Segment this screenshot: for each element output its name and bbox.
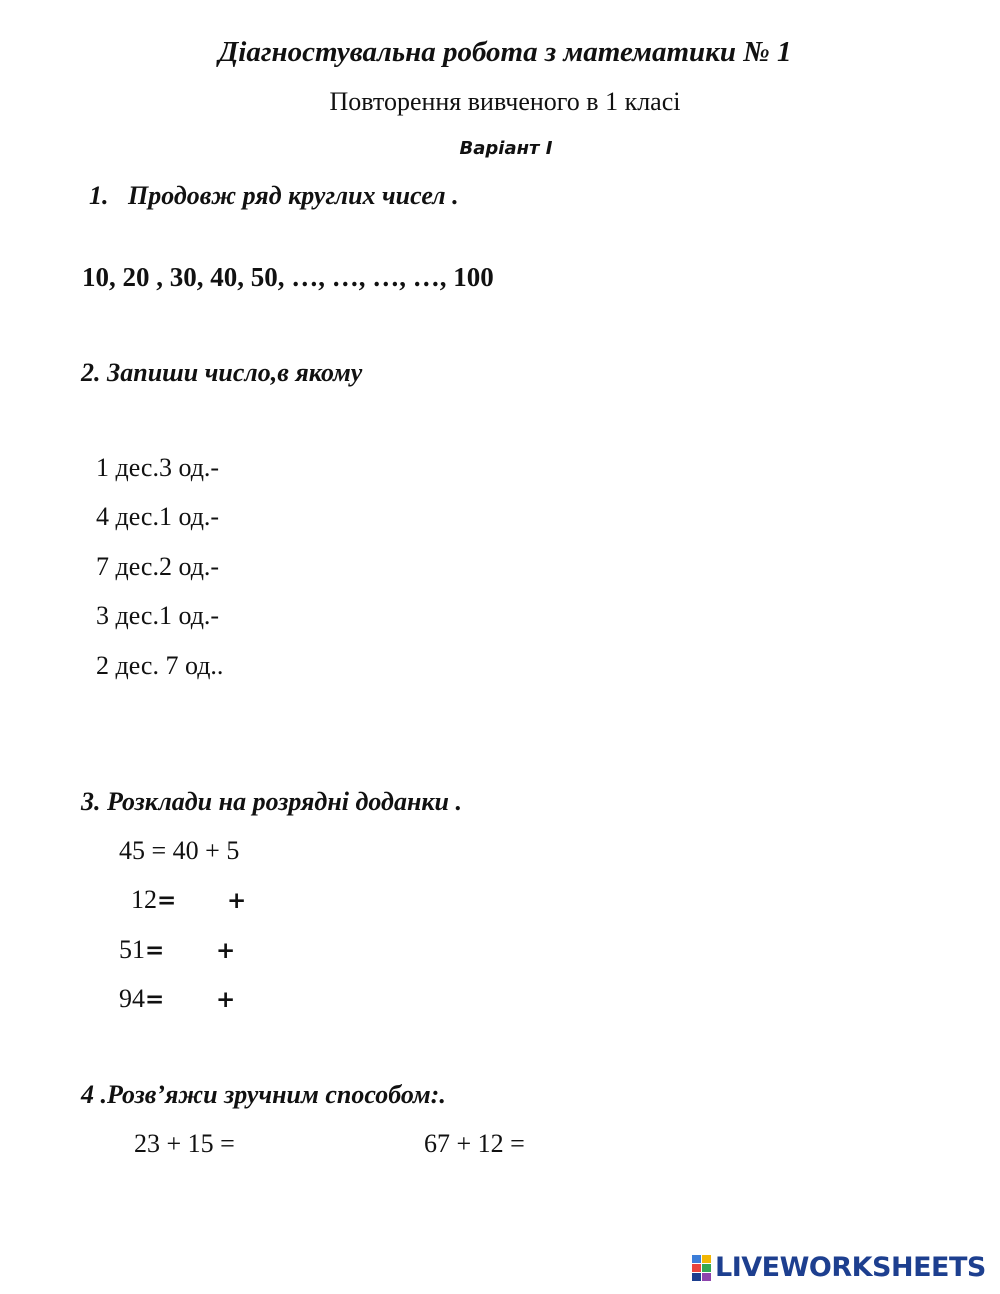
equals-sign: = bbox=[145, 938, 165, 964]
decomposition-row bbox=[131, 887, 176, 913]
tens-units-item: 7 дес.2 од.- bbox=[96, 552, 220, 581]
row-number: 51 bbox=[119, 935, 145, 964]
tens-units-item: 4 дес.1 од.- bbox=[96, 502, 220, 531]
task2-heading: 2. Запиши число,в якому bbox=[81, 358, 363, 387]
logo-tile bbox=[692, 1264, 701, 1272]
logo-grid-icon bbox=[692, 1255, 711, 1281]
tens-units-item: 3 дес.1 од.- bbox=[96, 601, 220, 630]
decomposition-row bbox=[119, 986, 164, 1012]
logo-tile bbox=[702, 1273, 711, 1281]
equals-sign: = bbox=[157, 888, 177, 914]
tens-units-item: 1 дес.3 од.- bbox=[96, 453, 220, 482]
logo-tile bbox=[692, 1255, 701, 1263]
logo-tile bbox=[692, 1273, 701, 1281]
expression-2: 67 + 12 = bbox=[424, 1129, 525, 1158]
page-subtitle: Повторення вивченого в 1 класі bbox=[329, 87, 681, 116]
decomposition-row bbox=[119, 937, 164, 963]
row-number: 12 bbox=[131, 885, 157, 914]
task4-heading: 4 .Розв’яжи зручним способом:. bbox=[81, 1080, 446, 1109]
task3-heading: 3. Розклади на розрядні доданки . bbox=[81, 787, 463, 816]
variant-label: Варіант І bbox=[459, 138, 553, 159]
logo-text: LIVEWORKSHEETS bbox=[715, 1252, 986, 1283]
tens-units-item: 2 дес. 7 од.. bbox=[96, 651, 224, 680]
expression-1: 23 + 15 = bbox=[134, 1129, 235, 1158]
plus-sign: + bbox=[216, 987, 236, 1013]
page-title: Діагностувальна робота з математики № 1 bbox=[218, 36, 792, 68]
logo-tile bbox=[702, 1264, 711, 1272]
equals-sign: = bbox=[145, 987, 165, 1013]
number-sequence: 10, 20 , 30, 40, 50, …, …, …, …, 100 bbox=[82, 262, 494, 292]
logo-tile bbox=[702, 1255, 711, 1263]
decomposition-example: 45 = 40 + 5 bbox=[119, 836, 240, 865]
task1-heading: Продовж ряд круглих чисел . bbox=[128, 181, 459, 210]
plus-sign: + bbox=[216, 938, 236, 964]
row-number: 94 bbox=[119, 984, 145, 1013]
task1-number: 1. bbox=[89, 181, 109, 210]
plus-sign: + bbox=[227, 888, 247, 914]
liveworksheets-logo bbox=[692, 1254, 986, 1281]
